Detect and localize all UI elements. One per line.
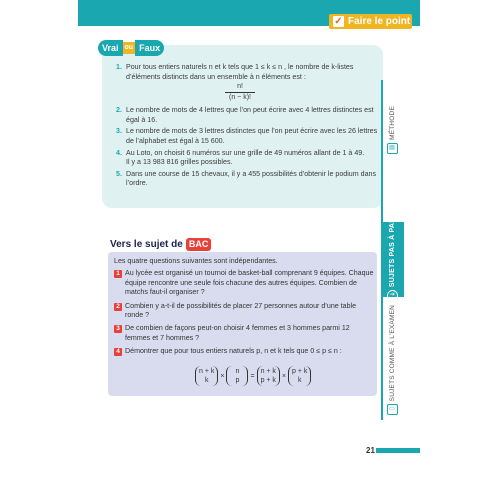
book-icon: ▤ [387,143,398,154]
vf-item-text: Le nombre de mots de 3 lettres distinctes que l’on peut écrire avec les 26 lettres de l’alphabet est égal à 15 600. [126,127,378,145]
binomial-top: n [235,368,240,375]
vf-item-text: Le nombre de mots de 4 lettres que l’on peut écrire avec 4 lettres distinctes est égal à 16. [126,106,374,124]
vf-item-3 [116,127,378,146]
vf-item-4 [116,149,378,168]
bac-question-3 [114,324,374,343]
vf-item-1 [116,63,378,104]
fraction-numerator: n! [237,83,243,91]
bac-badge: BAC [186,238,212,251]
binomial-formula [195,366,311,386]
binomial-b [226,366,248,386]
steps-icon: ➔ [387,290,398,301]
vf-item-number: 2. [116,106,122,115]
tab-methode-label: MÉTHODE [388,106,396,140]
binomial-a [195,366,218,386]
vf-item-2 [116,106,378,125]
fraction-denominator: (n − k)! [229,94,251,102]
bac-question-1 [114,269,374,297]
vrai-faux-list [116,63,378,191]
faux-label: Faux [135,40,164,56]
tab-methode[interactable] [380,95,404,165]
vf-item-text: Dans une course de 15 chevaux, il y a 455 possibilités d’obtenir le podium dans l’ordre. [126,169,377,188]
binomial-top: n + k [260,368,276,375]
vf-item-text: Au Loto, on choisit 6 numéros sur une grille de 49 numéros allant de 1 à 49. [126,148,365,157]
bac-title-text: Vers le sujet de [110,239,183,250]
question-number: 2 [114,303,122,311]
question-number: 1 [114,270,122,278]
binomial-top: p + k [292,368,308,375]
page-number-bar [376,448,420,453]
fraction-bar [225,92,255,93]
bac-section-title [110,238,211,251]
faire-le-point-badge [329,14,412,29]
faire-le-point-label: Faire le point [348,16,411,27]
ou-label: ou [123,42,136,54]
bac-intro: Les quatre questions suivantes sont indépendantes. [114,257,278,265]
binomial-d [288,366,311,386]
operator: × [220,372,225,380]
vrai-label: Vrai [98,40,123,56]
vf-item-text-2: Il y a 13 983 816 grilles possibles. [126,158,233,167]
question-text: Combien y a-t-il de possibilités de placer 27 personnes autour d’une table ronde ? [125,301,357,320]
question-number: 4 [114,348,122,356]
question-text: Démontrer que pour tous entiers naturels p, n et k tels que 0 ≤ p ≤ n : [125,347,342,356]
bac-question-4 [114,347,374,356]
tab-active-label: SUJETS PAS À PAS [389,217,396,288]
vf-item-number: 5. [116,169,122,178]
binomial-top: n + k [199,368,215,375]
tab-examen-label: SUJETS COMME À L’EXAMEN [388,304,396,402]
tab-sujets-examen[interactable] [380,304,404,413]
vf-item-number: 3. [116,127,122,136]
bac-content [114,257,374,361]
document-icon: ▭ [387,404,398,415]
vf-item-5 [116,170,378,189]
binomial-bottom: k [204,377,209,384]
binomial-bottom: k [297,377,302,384]
question-text: Au lycée est organisé un tournoi de basket-ball comprenant 9 équipes. Chaque équipe rencontre une seule fois chacune des autres équipes. Combien de matchs faut-il organiser ? [125,269,374,297]
tab-sujets-pas-a-pas[interactable] [381,217,404,299]
binomial-bottom: p + k [260,377,276,384]
page-number: 21 [366,446,375,455]
vf-item-number: 4. [116,148,122,157]
vf-item-text: Pour tous entiers naturels n et k tels que 1 ≤ k ≤ n , le nombre de k-listes d’éléments distincts dans un ensemble à n éléments est : [126,63,354,81]
operator: = [250,372,255,380]
vf-item-number: 1. [116,63,122,71]
fraction [220,83,260,102]
question-number: 3 [114,325,122,333]
vrai-faux-badge [98,40,164,56]
check-icon: ✓ [334,16,343,27]
question-text: De combien de façons peut-on choisir 4 femmes et 3 hommes parmi 12 femmes et 7 hommes ? [125,324,350,342]
binomial-bottom: p [235,377,240,384]
operator: × [281,372,287,380]
bac-question-2 [114,302,374,321]
binomial-c [257,366,280,386]
